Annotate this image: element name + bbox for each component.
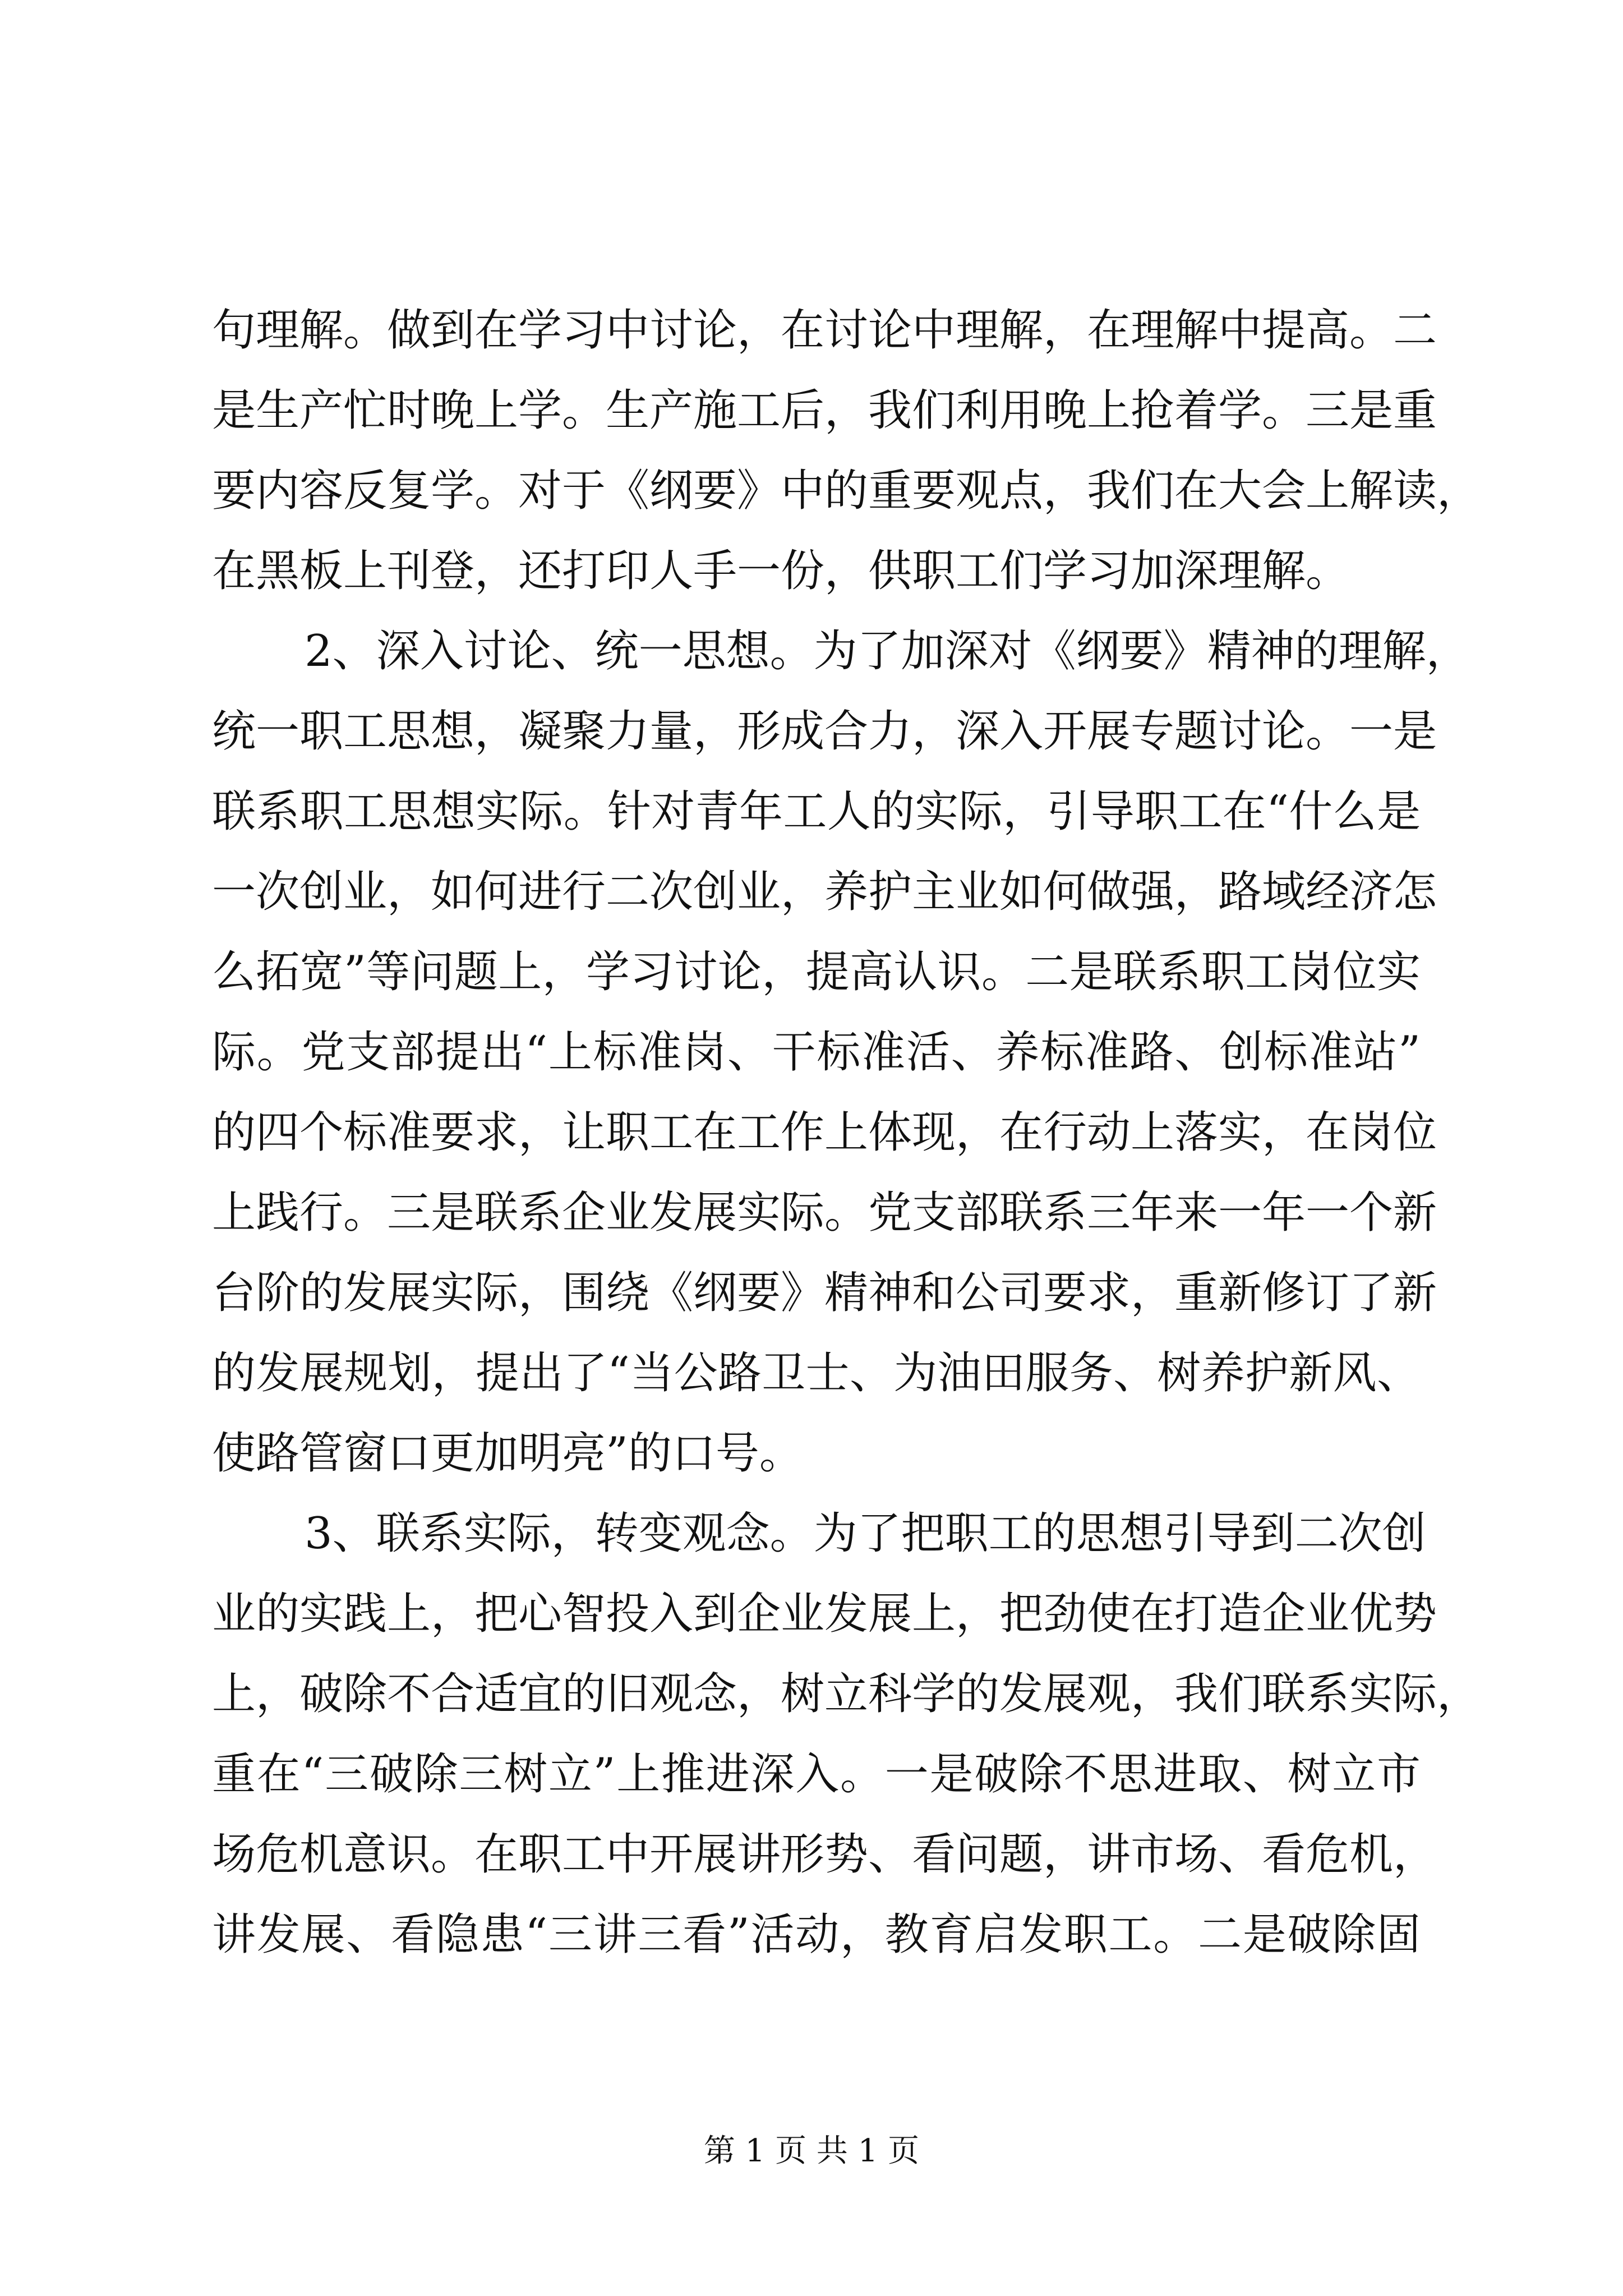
text-line: 的四个标准要求，让职工在工作上体现，在行动上落实，在岗位 — [212, 1107, 1437, 1158]
text-line: 讲发展、看隐患“三讲三看”活动，教育启发职工。二是破除固 — [212, 1910, 1421, 1960]
text-line: 重在“三破除三树立”上推进深入。一是破除不思进取、树立市 — [212, 1749, 1421, 1800]
text-line: 2、深入讨论、统一思想。为了加深对《纲要》精神的理解， — [305, 626, 1470, 677]
paragraph-1 — [212, 291, 1481, 611]
text-line: 在黑板上刊登，还打印人手一份，供职工们学习加深理解。 — [212, 546, 1350, 596]
text-line: 上践行。三是联系企业发展实际。党支部联系三年来一年一个新 — [212, 1188, 1437, 1238]
text-line: 上，破除不合适宜的旧观念，树立科学的发展观，我们联系实际， — [212, 1669, 1481, 1719]
paragraph-3 — [212, 1494, 1481, 1975]
text-line: 联系职工思想实际。针对青年工人的实际，引导职工在“什么是 — [212, 786, 1421, 837]
text-line: 统一职工思想，凝聚力量，形成合力，深入开展专题讨论。一是 — [212, 706, 1437, 757]
text-line: 么拓宽”等问题上，学习讨论，提高认识。二是联系职工岗位实 — [212, 947, 1421, 997]
text-line: 业的实践上，把心智投入到企业发展上，把劲使在打造企业优势 — [212, 1589, 1437, 1639]
text-line: 一次创业，如何进行二次创业，养护主业如何做强，路域经济怎 — [212, 867, 1437, 917]
text-line: 的发展规划，提出了“当公路卫士、为油田服务、树养护新风、 — [212, 1348, 1421, 1398]
text-line: 是生产忙时晚上学。生产施工后，我们利用晚上抢着学。三是重 — [212, 385, 1437, 436]
paragraph-2 — [212, 611, 1470, 1494]
text-line: 3、联系实际，转变观念。为了把职工的思想引导到二次创 — [305, 1508, 1426, 1559]
text-line: 际。党支部提出“上标准岗、干标准活、养标准路、创标准站” — [212, 1027, 1421, 1078]
text-line: 句理解。做到在学习中讨论，在讨论中理解，在理解中提高。二 — [212, 305, 1437, 356]
text-line: 要内容反复学。对于《纲要》中的重要观点，我们在大会上解读， — [212, 466, 1481, 516]
text-line: 使路管窗口更加明亮”的口号。 — [212, 1428, 803, 1479]
page-footer: 第 1 页 共 1 页 — [703, 2133, 920, 2169]
text-line: 场危机意识。在职工中开展讲形势、看问题，讲市场、看危机， — [212, 1829, 1437, 1880]
text-line: 台阶的发展实际，围绕《纲要》精神和公司要求，重新修订了新 — [212, 1268, 1437, 1318]
body-text — [212, 291, 1481, 1975]
